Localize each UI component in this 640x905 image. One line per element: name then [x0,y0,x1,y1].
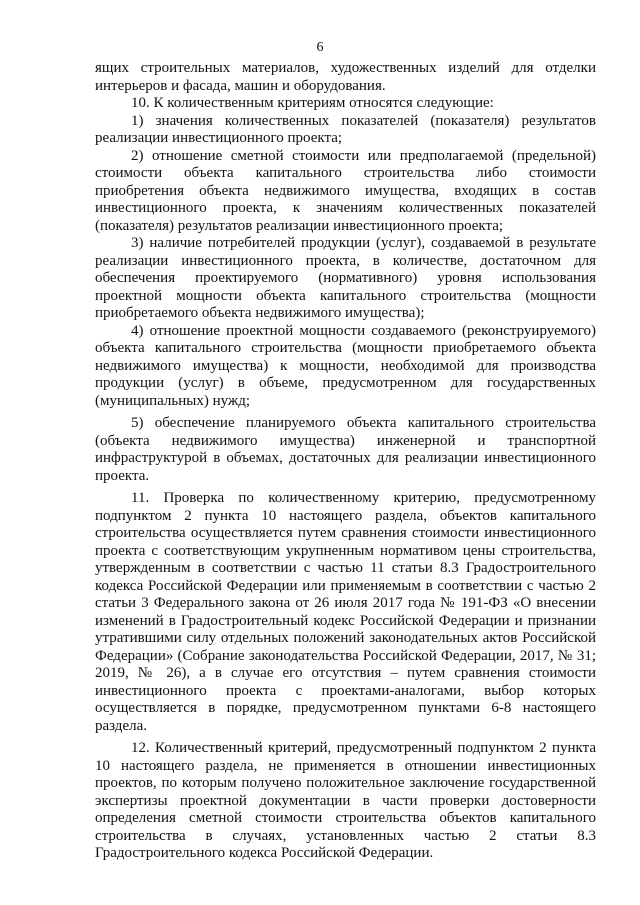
paragraph-subitem-3: 3) наличие потребителей продукции (услуг), создаваемой в результате реализации инвестиционного проекта, в количестве, достаточном для обеспечения проектируемого (нормативного) уровня использования проектной мощности объекта капитального строительства (мощности приобретаемого объекта недвижимого имущества); [95,235,596,321]
paragraph-continuation: ящих строительных материалов, художественных изделий для отделки интерьеров и фасада, машин и оборудования. [95,60,596,94]
paragraph-subitem-1: 1) значения количественных показателей (показателя) результатов реализации инвестиционного проекта; [95,112,596,146]
paragraph-subitem-5: 5) обеспечение планируемого объекта капитального строительства (объекта недвижимого имущества) инженерной и транспортной инфраструктурой в объемах, достаточных для реализации инвестиционного проекта. [95,415,596,484]
document-body [95,60,596,863]
paragraph-subitem-2: 2) отношение сметной стоимости или предполагаемой (предельной) стоимости объекта капитального строительства либо стоимости приобретения объекта недвижимого имущества, входящих в состав инвестиционного проекта, к значениям количественных показателей (показателя) результатов реализации инвестиционного проекта; [95,147,596,234]
paragraph-item-10: 10. К количественным критериям относятся следующие: [131,95,494,111]
paragraph-item-11: 11. Проверка по количественному критерию, предусмотренному подпунктом 2 пункта 10 настоящего раздела, объектов капитального строительства осуществляется путем сравнения стоимости инвестиционного проекта с соответствующим укрупненным нормативом цены строительства, утвержденным в соответствии с частью 11 статьи 8.3 Градостроительного кодекса Российской Федерации или применяемым в соответствии с частью 2 статьи 3 Федерального закона от 26 июля 2017 года № 191-ФЗ «О внесении изменений в Градостроительный кодекс Российской Федерации и признании утратившими силу отдельных положений законодательных актов Российской Федерации» (Собрание законодательства Российской Федерации, 2017, № 31; 2019, № 26), а в случае его отсутствия – путем сравнения стоимости инвестиционного проекта с проектами-аналогами, выбор которых осуществляется в порядке, предусмотренном пунктами 6-8 настоящего раздела. [95,490,596,734]
page-number: 6 [316,40,324,55]
paragraph-subitem-4: 4) отношение проектной мощности создаваемого (реконструируемого) объекта капитального строительства (мощности приобретаемого объекта недвижимого имущества) к мощности, необходимой для производства продукции (услуг) в объеме, предусмотренном для государственных (муниципальных) нужд; [95,322,596,409]
paragraph-item-12: 12. Количественный критерий, предусмотренный подпунктом 2 пункта 10 настоящего раздела, не применяется в отношении инвестиционных проектов, по которым получено положительное заключение государственной экспертизы проектной документации в части проверки достоверности определения сметной стоимости строительства объектов капитального строительства в случаях, установленных частью 2 статьи 8.3 Градостроительного кодекса Российской Федерации. [95,740,596,861]
